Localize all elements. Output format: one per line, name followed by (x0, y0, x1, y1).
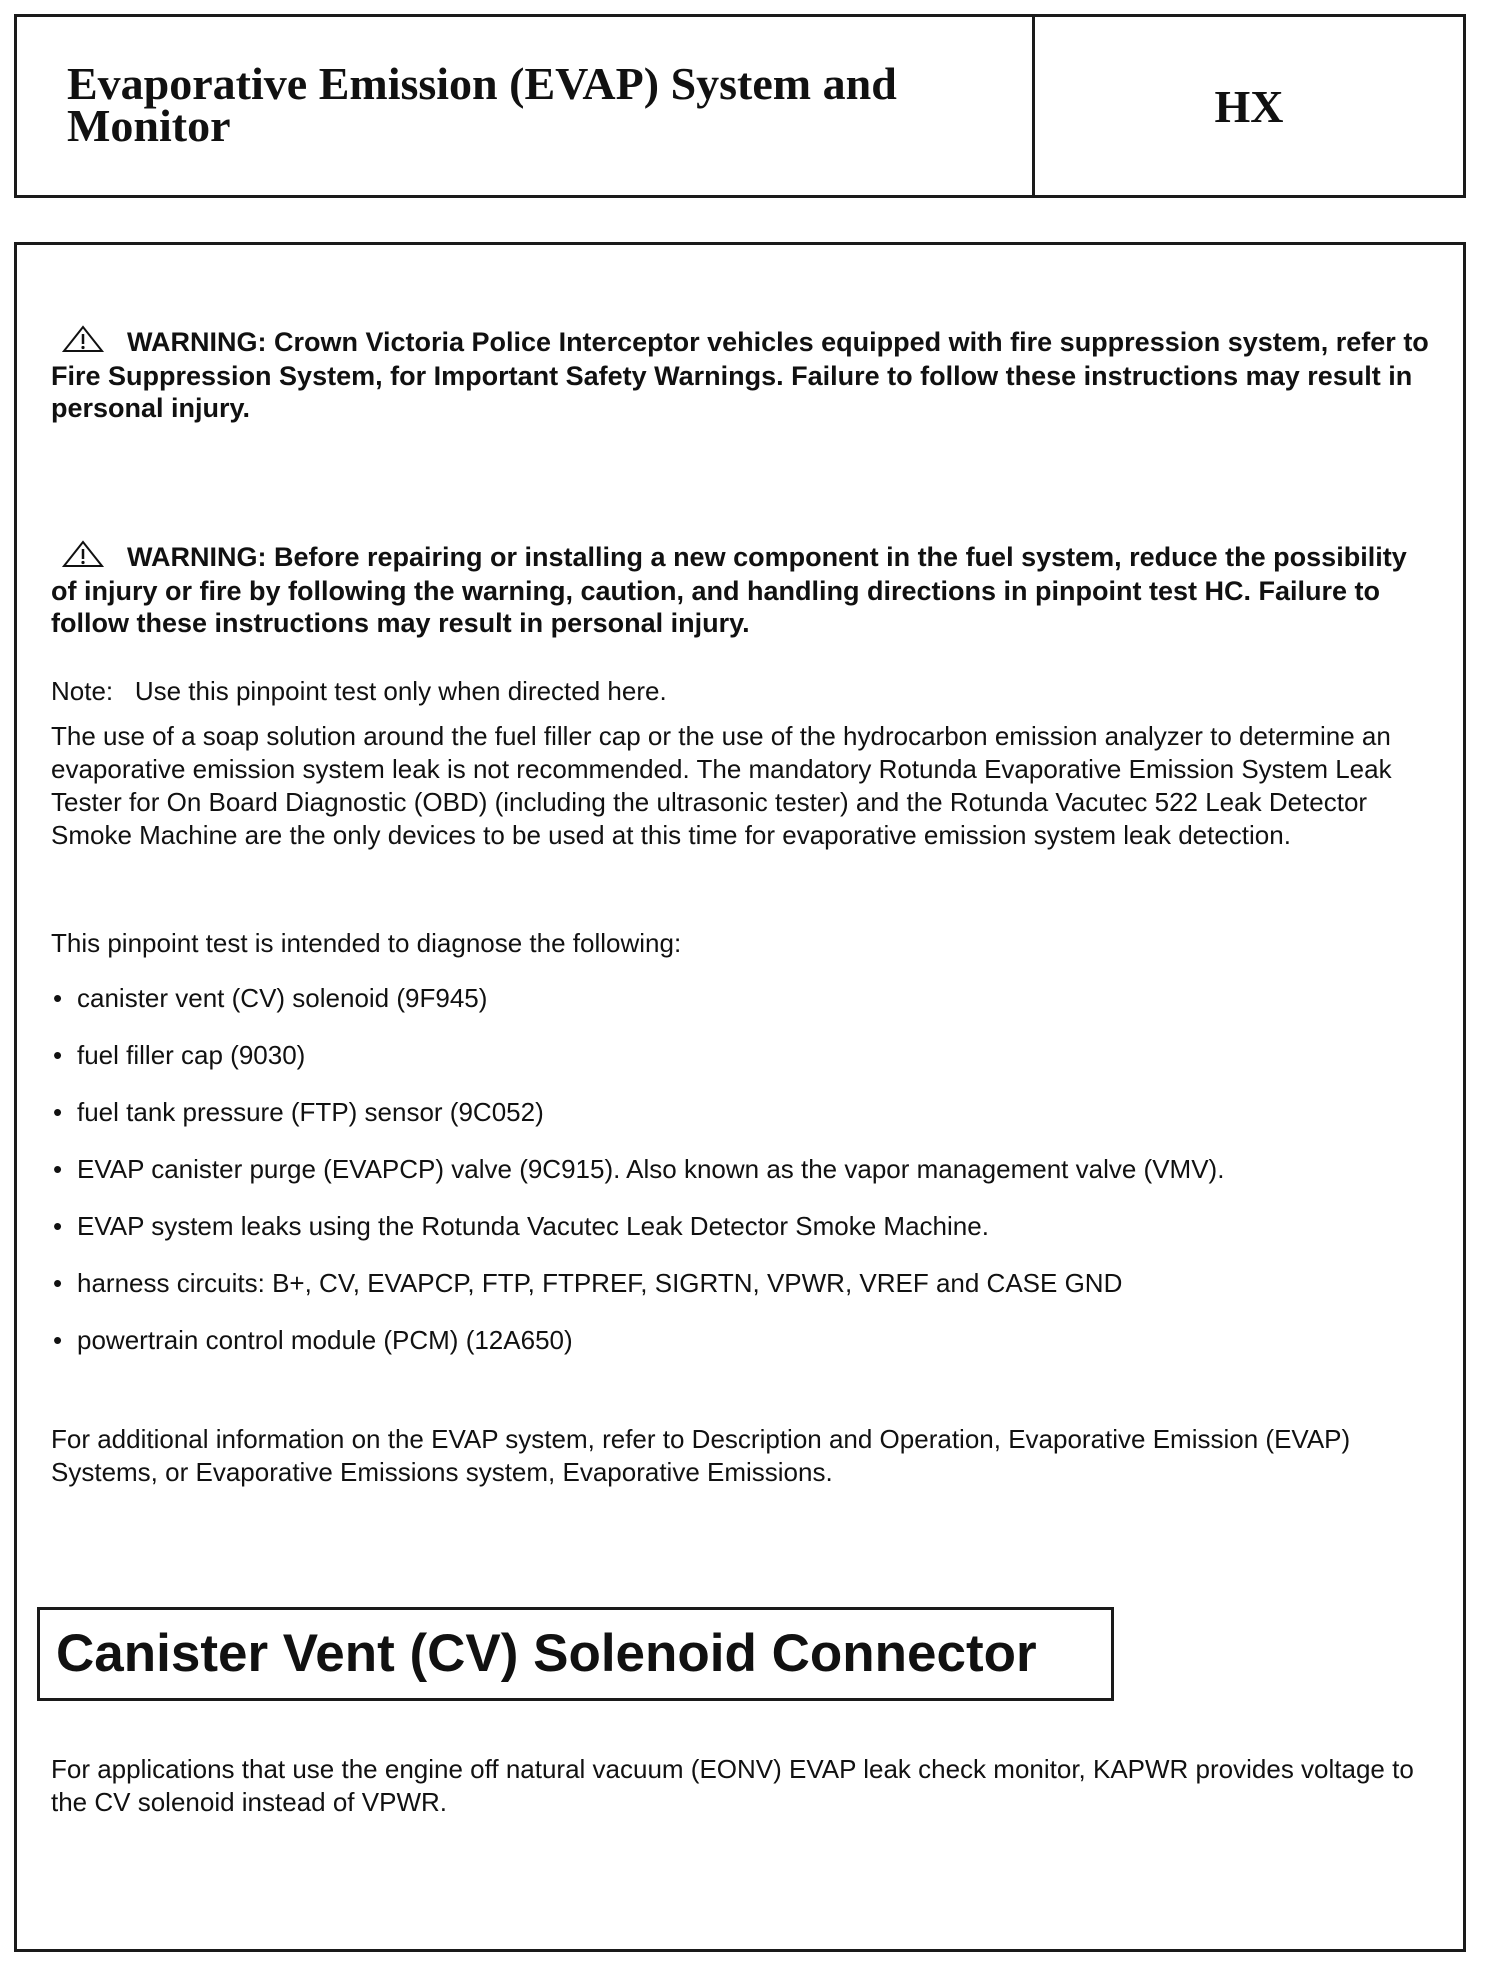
header-box (14, 14, 1466, 198)
warning-text: WARNING: Before repairing or installing a new component in the fuel system, reduce the possibility of injury or fire by following the warning, caution, and handling directions in pinpoint test HC. Failure to follow these instructions may result in personal injury. (51, 542, 1407, 638)
list-item: • harness circuits: B+, CV, EVAPCP, FTP, FTPREF, SIGRTN, VPWR, VREF and CASE GND (51, 1268, 1431, 1299)
section-heading: Canister Vent (CV) Solenoid Connector (37, 1607, 1114, 1701)
test-code: HX (1214, 80, 1284, 132)
warning-text: WARNING: Crown Victoria Police Interceptor vehicles equipped with fire suppression system, refer to Fire Suppression System, for Important Safety Warnings. Failure to follow these instructions may result in personal injury. (51, 327, 1429, 423)
list-item: • powertrain control module (PCM) (12A650) (51, 1325, 1431, 1356)
warning-fire-suppression (51, 325, 1431, 424)
list-item: • fuel filler cap (9030) (51, 1040, 1431, 1071)
list-item: • EVAP canister purge (EVAPCP) valve (9C915). Also known as the vapor management valve (VMV). (51, 1154, 1431, 1185)
note-text: Note: Use this pinpoint test only when directed here. (51, 676, 667, 706)
additional-info: For additional information on the EVAP system, refer to Description and Operation, Evaporative Emission (EVAP) Systems, or Evaporative Emissions system, Evaporative Emissions. (51, 1424, 1351, 1487)
list-item: • EVAP system leaks using the Rotunda Vacutec Leak Detector Smoke Machine. (51, 1211, 1431, 1242)
eonv-note: For applications that use the engine off natural vacuum (EONV) EVAP leak check monitor, KAPWR provides voltage to the CV solenoid instead of VPWR. (51, 1754, 1414, 1817)
list-item: • canister vent (CV) solenoid (9F945) (51, 983, 1431, 1014)
diagnose-intro: This pinpoint test is intended to diagnose the following: (51, 928, 682, 958)
warning-triangle-icon (61, 540, 105, 575)
list-item: • fuel tank pressure (FTP) sensor (9C052) (51, 1097, 1431, 1128)
page-title: Evaporative Emission (EVAP) System and Monitor (67, 58, 897, 151)
warning-fuel-system (51, 540, 1431, 639)
leak-detection-note: The use of a soap solution around the fuel filler cap or the use of the hydrocarbon emission analyzer to determine an evaporative emission system leak is not recommended. The mandatory Rotunda Evaporative Emission System Leak Tester for On Board Diagnostic (OBD) (including the ultrasonic tester) and the Rotunda Vacutec 522 Leak Detector Smoke Machine are the only devices to be used at this time for evaporative emission system leak detection. (51, 721, 1392, 850)
content-box (14, 242, 1466, 1952)
diagnose-list (51, 983, 1431, 1382)
warning-triangle-icon (61, 325, 105, 360)
